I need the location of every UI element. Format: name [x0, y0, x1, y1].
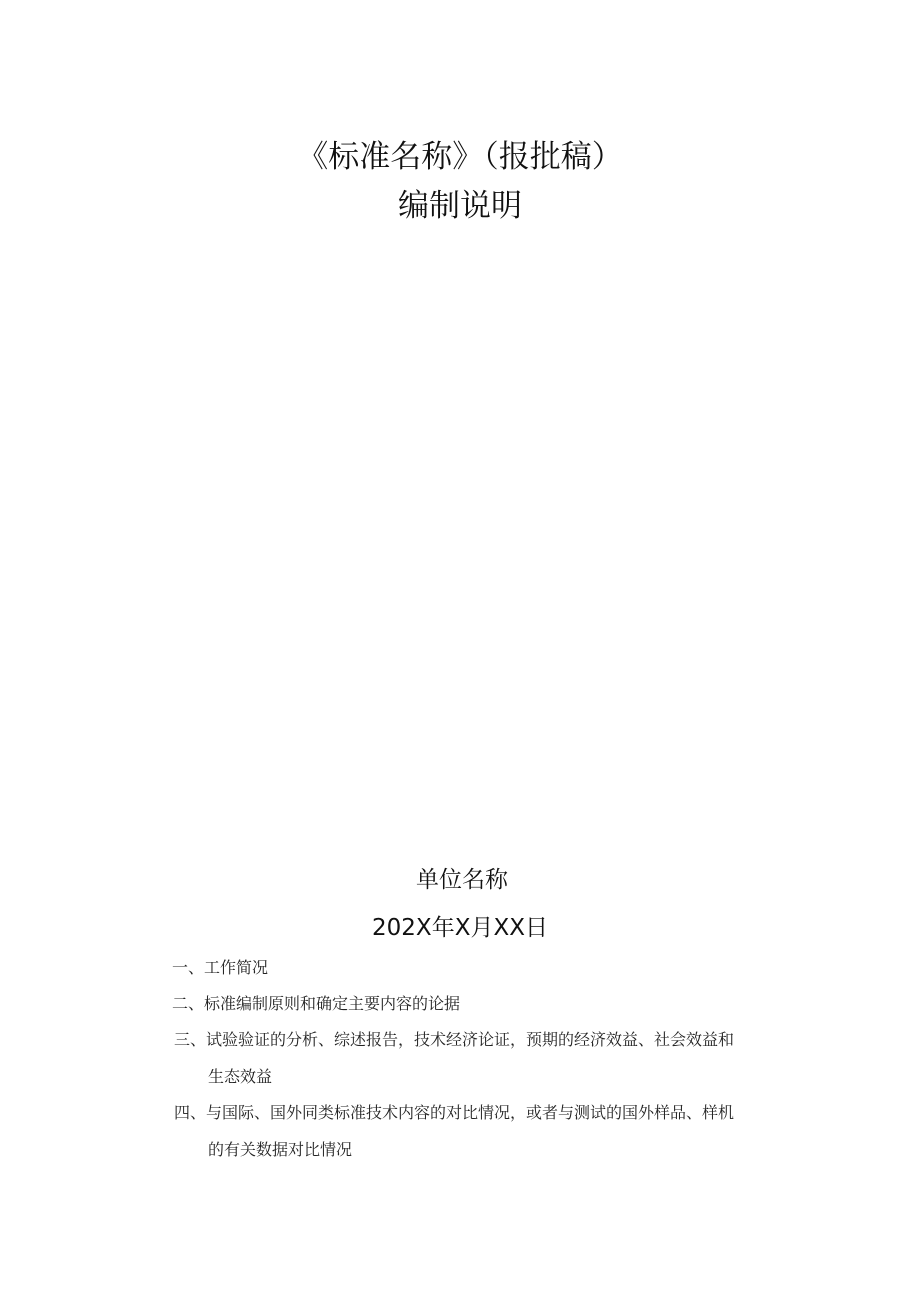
toc-item-text: 试验验证的分析、综述报告，技术经济论证，预期的经济效益、社会效益和	[206, 1030, 735, 1049]
toc-item-continuation: 的有关数据对比情况	[208, 1140, 353, 1159]
toc-item-number: 四、	[174, 1103, 207, 1122]
toc-item-text: 标准编制原则和确定主要内容的论据	[204, 994, 461, 1013]
document-title: 《标准名称》（报批稿）	[297, 139, 623, 175]
toc-item	[174, 1029, 734, 1051]
toc-item	[174, 1102, 734, 1124]
toc-item	[172, 957, 268, 979]
toc-item-number: 二、	[172, 994, 205, 1013]
organization-name: 单位名称	[416, 867, 508, 893]
document-subtitle: 编制说明	[398, 188, 522, 224]
toc-item-continuation: 生态效益	[208, 1067, 273, 1086]
toc-item-text: 与国际、国外同类标准技术内容的对比情况，或者与测试的国外样品、样机	[206, 1103, 735, 1122]
document-date: 202X年X月XX日	[372, 915, 548, 941]
toc-item-number: 一、	[172, 958, 205, 977]
toc-item-number: 三、	[174, 1030, 207, 1049]
toc-item	[172, 993, 460, 1015]
toc-item-text: 工作简况	[204, 958, 269, 977]
